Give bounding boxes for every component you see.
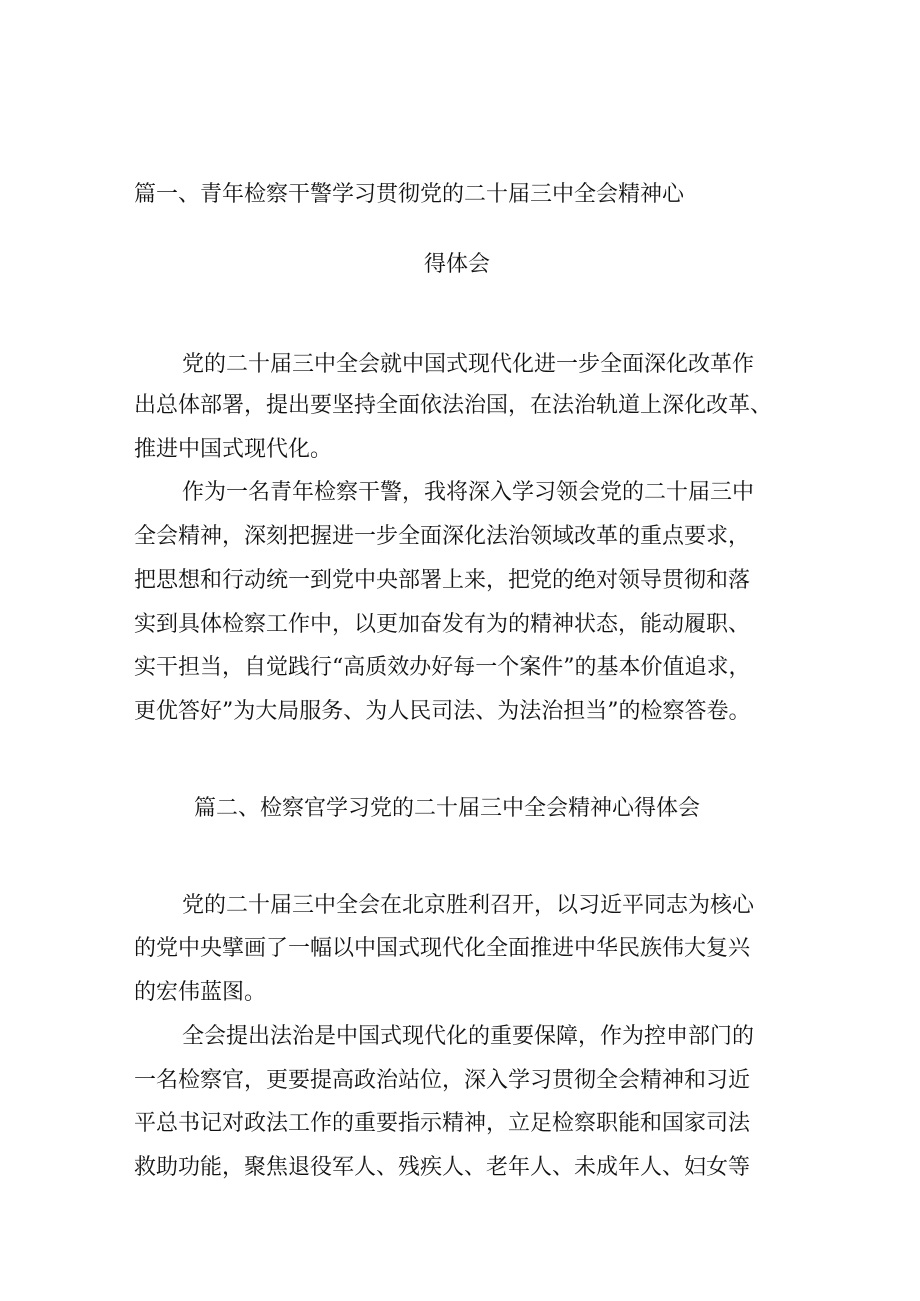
- section-1-paragraph-2-line-3: 把思想和行动统一到党中央部署上来，把党的绝对领导贯彻和落: [134, 568, 751, 593]
- section-1-title-line-2: 得体会: [424, 252, 491, 277]
- section-1-paragraph-2-line-1: 作为一名青年检察干警，我将深入学习领会党的二十届三中: [182, 480, 755, 505]
- section-1-paragraph-2-line-6: 更优答好”为大局服务、为人民司法、为法治担当”的检察答卷。: [134, 699, 751, 724]
- section-2-paragraph-1-line-1: 党的二十届三中全会在北京胜利召开，以习近平同志为核心: [182, 893, 755, 918]
- section-1-title-line-1: 篇一、青年检察干警学习贯彻党的二十届三中全会精神心: [134, 182, 685, 207]
- section-2-paragraph-2-line-1: 全会提出法治是中国式现代化的重要保障，作为控申部门的: [182, 1024, 755, 1049]
- section-1-paragraph-1-line-2: 出总体部署，提出要坚持全面依法治国，在法治轨道上深化改革、: [134, 393, 773, 418]
- section-1-paragraph-1-line-3: 推进中国式现代化。: [134, 437, 333, 462]
- section-2-paragraph-2-line-3: 平总书记对政法工作的重要指示精神，立足检察职能和国家司法: [134, 1111, 751, 1136]
- section-2-paragraph-2-line-2: 一名检察官，更要提高政治站位，深入学习贯彻全会精神和习近: [134, 1068, 751, 1093]
- section-1-paragraph-2-line-5: 实干担当，自觉践行“高质效办好每一个案件”的基本价值追求，: [134, 655, 751, 680]
- section-1-paragraph-1-line-1: 党的二十届三中全会就中国式现代化进一步全面深化改革作: [182, 352, 755, 377]
- section-2-paragraph-1-line-3: 的宏伟蓝图。: [134, 980, 267, 1005]
- section-1-paragraph-2-line-2: 全会精神，深刻把握进一步全面深化法治领域改革的重点要求，: [134, 524, 751, 549]
- section-1-paragraph-2-line-4: 实到具体检察工作中，以更加奋发有为的精神状态，能动履职、: [134, 612, 751, 637]
- section-2-title: 篇二、检察官学习党的二十届三中全会精神心得体会: [194, 796, 701, 821]
- section-2-paragraph-1-line-2: 的党中央擘画了一幅以中国式现代化全面推进中华民族伟大复兴: [134, 936, 751, 961]
- section-2-paragraph-2-line-4: 救助功能，聚焦退役军人、残疾人、老年人、未成年人、妇女等: [134, 1155, 751, 1180]
